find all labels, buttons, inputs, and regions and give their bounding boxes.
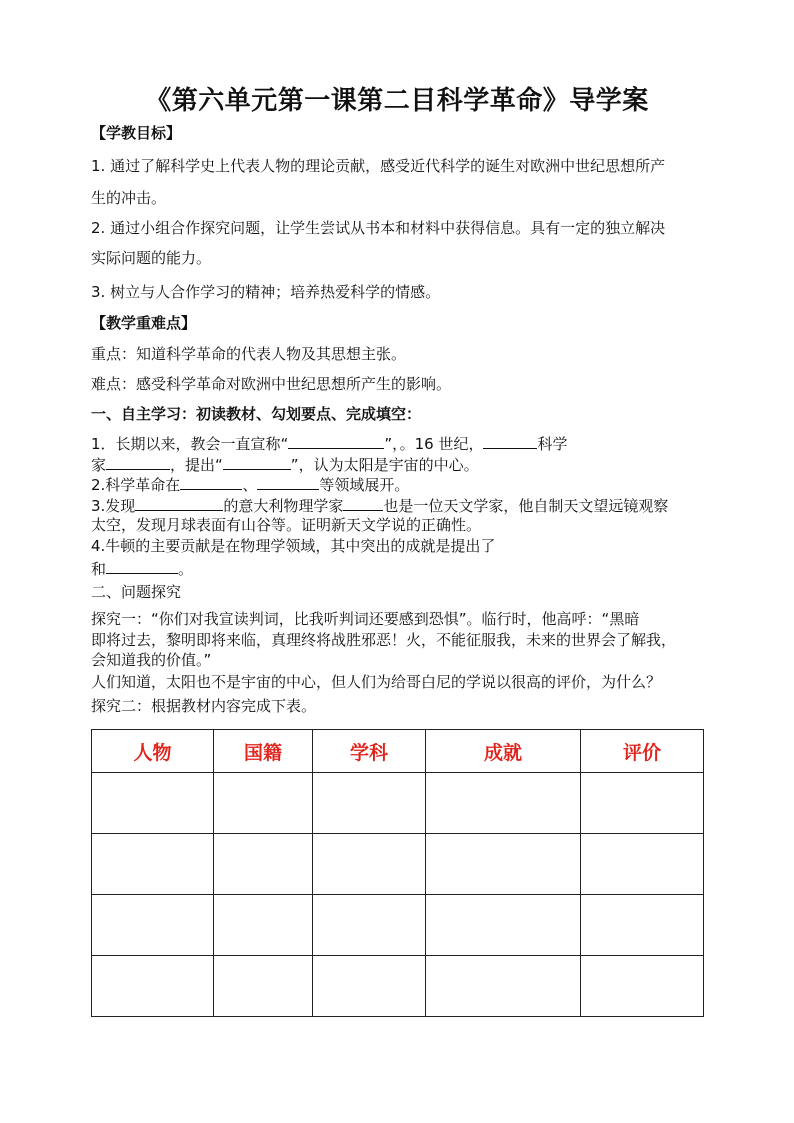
scientist-table (91, 729, 704, 1017)
header-achievement: 成就 (426, 730, 581, 773)
table-cell[interactable] (581, 773, 704, 834)
blank-field[interactable] (106, 453, 170, 470)
blank-field[interactable] (223, 453, 291, 470)
objective-1-line-2: 生的冲击。 (91, 189, 167, 207)
table-cell[interactable] (581, 956, 704, 1017)
objectives-heading: 【学教目标】 (91, 124, 182, 142)
header-person: 人物 (92, 730, 214, 773)
table-cell[interactable] (313, 834, 426, 895)
blank-field[interactable] (257, 473, 319, 490)
objective-2-line-2: 实际问题的能力。 (91, 249, 212, 267)
table-row (92, 834, 704, 895)
key-difficulty: 难点：感受科学革命对欧洲中世纪思想所产生的影响。 (91, 375, 452, 393)
key-focus: 重点：知道科学革命的代表人物及其思想主张。 (91, 345, 407, 363)
blank-field[interactable] (106, 557, 178, 574)
table-cell[interactable] (313, 895, 426, 956)
table-cell[interactable] (214, 895, 313, 956)
table-cell[interactable] (214, 773, 313, 834)
table-cell[interactable] (214, 956, 313, 1017)
q1-text-f: ”，认为太阳是宇宙的中心。 (290, 456, 479, 474)
inquiry-1-line-1: 探究一：“你们对我宣读判词，比我听判词还要感到恐惧”。临行时，他高呼：“黑暗 (91, 610, 640, 628)
q1-text-e: ，提出“ (170, 456, 223, 474)
objective-2-line-1: 2. 通过小组合作探究问题，让学生尝试从书本和材料中获得信息。具有一定的独立解决 (91, 219, 666, 237)
table-cell[interactable] (313, 956, 426, 1017)
fill-question-1-line-2 (91, 453, 703, 475)
table-cell[interactable] (92, 895, 214, 956)
table-row (92, 895, 704, 956)
q1-text-c: 科学 (537, 435, 568, 453)
table-cell[interactable] (426, 895, 581, 956)
inquiry-2: 探究二：根据教材内容完成下表。 (91, 697, 317, 715)
q1-text-d: 家 (91, 456, 107, 474)
fill-question-3-line-2: 太空，发现月球表面有山谷等。证明新天文学说的正确性。 (91, 516, 482, 534)
fill-question-3-line-1 (91, 494, 703, 516)
question-copernicus: 人们知道，太阳也不是宇宙的中心，但人们为给哥白尼的学说以很高的评价，为什么？ (91, 673, 662, 691)
table-cell[interactable] (426, 773, 581, 834)
section2-heading: 二、问题探究 (91, 583, 182, 601)
blank-field[interactable] (180, 473, 242, 490)
fill-question-4-line-2 (91, 557, 703, 579)
table-row (92, 956, 704, 1017)
inquiry-1-line-3: 会知道我的价值。” (91, 651, 212, 669)
blank-field[interactable] (288, 432, 384, 449)
table-cell[interactable] (581, 834, 704, 895)
objective-1-line-1: 1. 通过了解科学史上代表人物的理论贡献，感受近代科学的诞生对欧洲中世纪思想所产 (91, 157, 666, 175)
table-cell[interactable] (92, 773, 214, 834)
blank-field[interactable] (483, 432, 537, 449)
table-cell[interactable] (313, 773, 426, 834)
key-points-heading: 【教学重难点】 (91, 314, 197, 332)
section1-heading: 一、自主学习：初读教材、勾划要点、完成填空： (91, 405, 422, 423)
table-cell[interactable] (214, 834, 313, 895)
objective-3: 3. 树立与人合作学习的精神；培养热爱科学的情感。 (91, 283, 441, 301)
fill-question-2 (91, 473, 703, 495)
q3-text-b: 的意大利物理学家 (223, 497, 344, 515)
table-cell[interactable] (426, 834, 581, 895)
table-header-row (92, 730, 704, 773)
q4-text-c: 。 (178, 560, 194, 578)
q3-text-a: 3.发现 (91, 497, 136, 515)
q2-text-b: 、 (242, 476, 258, 494)
q4-text-b: 和 (91, 560, 107, 578)
table-cell[interactable] (426, 956, 581, 1017)
page-title: 《第六单元第一课第二目科学革命》导学案 (145, 86, 649, 116)
q1-text-a: 1．长期以来，教会一直宣称“ (91, 435, 289, 453)
header-subject: 学科 (313, 730, 426, 773)
fill-question-4-line-1: 4.牛顿的主要贡献是在物理学领域，其中突出的成就是提出了 (91, 537, 496, 555)
q2-text-c: 等领域展开。 (319, 476, 410, 494)
blank-field[interactable] (343, 494, 383, 511)
inquiry-1-line-2: 即将过去，黎明即将来临，真理终将战胜邪恶！火，不能征服我，未来的世界会了解我， (91, 631, 677, 649)
table-row (92, 773, 704, 834)
q1-text-b: ”，。16 世纪， (384, 435, 484, 453)
header-evaluation: 评价 (581, 730, 704, 773)
table-cell[interactable] (92, 956, 214, 1017)
fill-question-1-line-1 (91, 432, 703, 454)
table-cell[interactable] (92, 834, 214, 895)
blank-field[interactable] (135, 494, 223, 511)
q2-text-a: 2.科学革命在 (91, 476, 181, 494)
q3-text-c: 也是一位天文学家，他自制天文望远镜观察 (383, 497, 669, 515)
table-cell[interactable] (581, 895, 704, 956)
header-nationality: 国籍 (214, 730, 313, 773)
